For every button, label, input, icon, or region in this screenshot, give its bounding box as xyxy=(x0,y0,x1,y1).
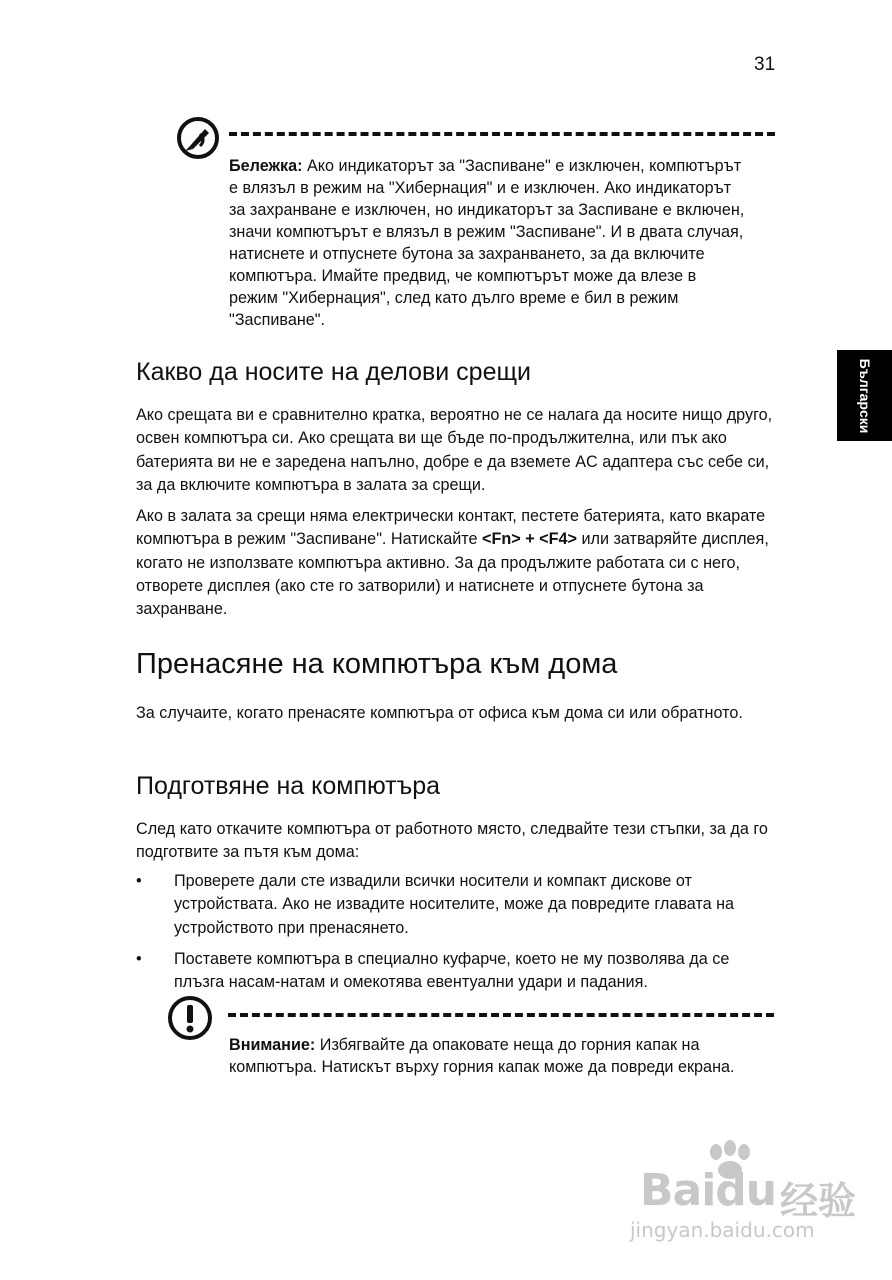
paragraph-transport-home: За случаите, когато пренасяте компютъра от офиса към дома си или обратното. xyxy=(136,704,743,722)
caution-body: Избягвайте да опаковате неща до горния капак на компютъра. Натискът върху горния капак може да повреди екрана. xyxy=(229,1036,735,1076)
caution-text xyxy=(229,1034,749,1078)
baidu-watermark xyxy=(630,1140,880,1250)
watermark-brand: Baidu xyxy=(640,1165,777,1216)
watermark-url: jingyan.baidu.com xyxy=(630,1218,815,1242)
list-item xyxy=(136,870,776,940)
note-text xyxy=(229,155,749,331)
note-divider xyxy=(229,132,775,136)
list-item-text: Поставете компютъра в специално куфарче, което не му позволява да се плъзга насам-натам и омекотява евентуални удари и падания. xyxy=(174,949,730,992)
key-combo: <Fn> + <F4> xyxy=(482,530,577,549)
exclamation-icon xyxy=(167,995,213,1041)
language-tab xyxy=(837,350,892,441)
list-item-text: Проверете дали сте извадили всички носители и компакт дискове от устройствата. Ако не извадите носителите, може да повредите главата на устройството при пренасянето. xyxy=(174,872,735,937)
note-body: Ако индикаторът за "Заспиване" е изключен, компютърът е влязъл в режим на "Хибернация" и е изключен. Ако индикаторът за захранване е изключен, но индикаторът за Заспиване е включен, значи компютърът е влязъл в режим "Заспиване". И в двата случая, натиснете и отпуснете бутона за захранването, за да включите компютъра. Имайте предвид, че компютърът може да влезе в режим "Хибернация", след като дълго време е бил в режим "Заспиване". xyxy=(229,157,745,329)
watermark-cn: 经验 xyxy=(780,1181,857,1223)
bullet: • xyxy=(136,949,142,968)
paragraph-meetings-2 xyxy=(136,505,776,621)
heading-transport-home: Пренасяне на компютъра към дома xyxy=(136,648,618,680)
paragraph-prepare: След като откачите компютъра от работното място, следвайте тези стъпки, за да го подготвите за пътя към дома: xyxy=(136,820,768,862)
paragraph-meetings-1: Ако срещата ви е сравнително кратка, вероятно не се налага да носите нищо друго, освен компютъра си. Ако срещата ви ще бъде по-продължителна, или пък ако батерията ви не е заредена напълно, добре е да вземете AC адаптера със себе си, за да включите компютъра в залата за срещи. xyxy=(136,406,773,494)
note-pen-icon xyxy=(176,116,220,160)
bullet: • xyxy=(136,872,142,890)
list-item xyxy=(136,948,776,995)
paragraph-meetings-2-start: Ако в залата за срещи няма електрически контакт, пестете батерията, като вкарате компютъра в режим "Заспиване". Натискайте xyxy=(136,507,766,549)
heading-prepare: Подготвяне на компютъра xyxy=(136,772,441,800)
note-label: Бележка: xyxy=(229,157,303,175)
caution-label: Внимание: xyxy=(229,1036,316,1054)
paragraph-meetings-2-end: или затваряйте дисплея, когато не използвате компютъра активно. За да продължите работата си с него, отворете дисплея (ако сте го затворили) и натиснете и отпуснете бутона за захранване. xyxy=(136,530,769,619)
steps-list xyxy=(136,870,776,1002)
heading-meetings: Какво да носите на делови срещи xyxy=(136,358,532,386)
language-tab-label: Български xyxy=(856,358,873,433)
caution-divider xyxy=(228,1013,774,1017)
page-number: 31 xyxy=(754,54,776,75)
